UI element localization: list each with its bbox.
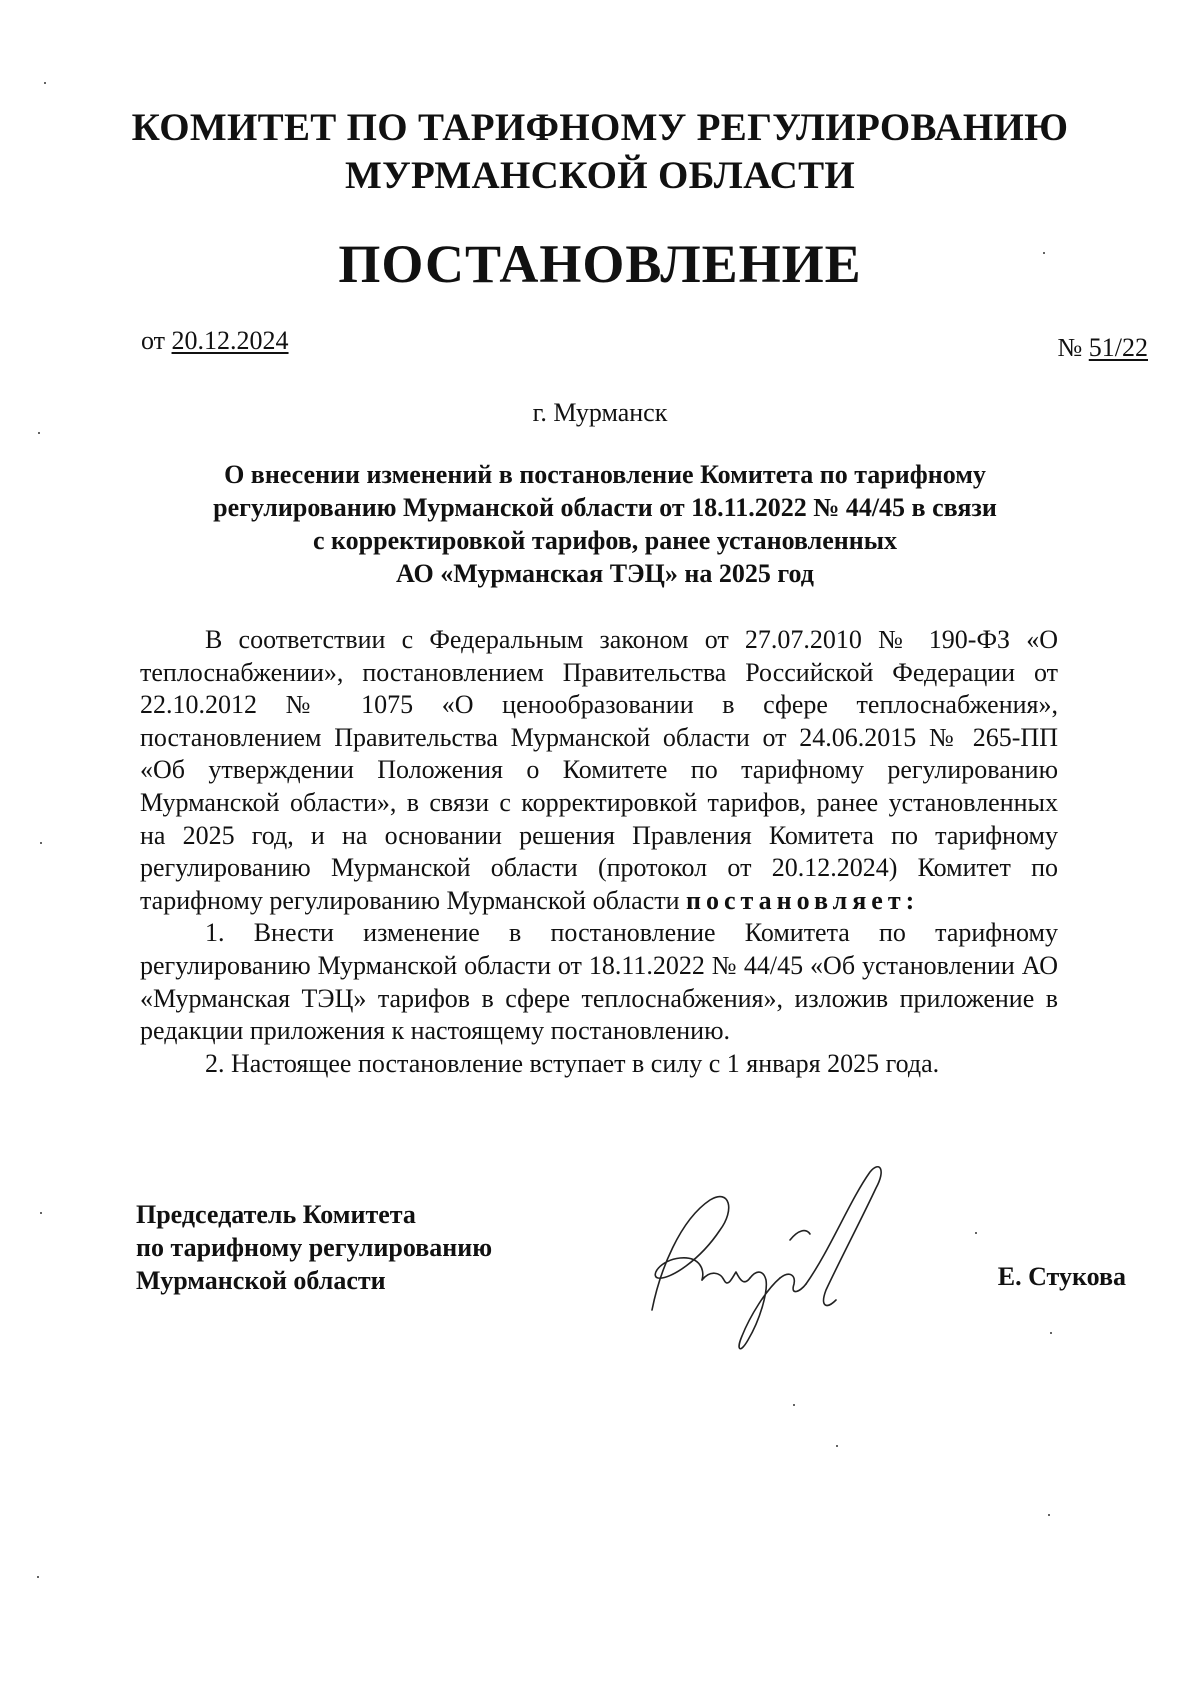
- scan-speck: [1043, 252, 1045, 254]
- signatory-line: Мурманской области: [136, 1266, 386, 1295]
- scan-speck: [40, 842, 42, 844]
- scan-speck: [836, 1445, 838, 1447]
- document-date-line: [141, 326, 289, 356]
- scan-speck: [37, 1576, 39, 1578]
- subject-line: О внесении изменений в постановление Комитета по тарифному: [224, 460, 986, 489]
- issuer-header: [0, 104, 1200, 200]
- scan-speck: [1050, 1332, 1052, 1334]
- number-prefix: №: [1057, 333, 1083, 362]
- resolution-item: 1. Внести изменение в постановление Комитета по тарифному регулированию Мурманской области от 18.11.2022 № 44/45 «Об установлении АО «Мурманская ТЭЦ» тарифов в сфере теплоснабжения», изложив приложение в редакции приложения к настоящему постановлению.: [140, 918, 1058, 1046]
- preamble-text: В соответствии с Федеральным законом от 27.07.2010 № 190-ФЗ «О теплоснабжении», постановлением Правительства Российской Федерации от 22.10.2012 № 1075 «О ценообразовании в сфере теплоснабжения», постановлением Правительства Мурманской области от 24.06.2015 № 265-ПП «Об утверждении Положения о Комитете по тарифному регулированию Мурманской области», в связи с корректировкой тарифов, ранее установленных на 2025 год, и на основании решения Правления Комитета по тарифному регулированию Мурманской области (протокол от 20.12.2024) Комитет по тарифному регулированию Мурманской области: [140, 625, 1058, 915]
- scan-speck: [793, 1404, 795, 1406]
- signer-name: Е. Стукова: [997, 1262, 1126, 1291]
- issuer-line-2: МУРМАНСКОЙ ОБЛАСТИ: [344, 154, 856, 197]
- subject-line: регулированию Мурманской области от 18.11.2022 № 44/45 в связи: [213, 493, 997, 522]
- signatory-line: Председатель Комитета: [136, 1200, 416, 1229]
- document-number-line: [1057, 333, 1148, 363]
- city-name: г. Мурманск: [532, 398, 668, 427]
- scan-speck: [1048, 1514, 1050, 1516]
- scan-speck: [38, 432, 40, 434]
- resolve-word: постановляет:: [686, 885, 920, 915]
- subject-line: с корректировкой тарифов, ранее установленных: [312, 526, 898, 555]
- signatory-line: по тарифному регулированию: [136, 1233, 493, 1262]
- document-body: [140, 624, 1058, 1080]
- document-number: 51/22: [1088, 333, 1148, 362]
- signatory-position: [136, 1198, 492, 1297]
- issuer-line-1: КОМИТЕТ ПО ТАРИФНОМУ РЕГУЛИРОВАНИЮ: [131, 106, 1069, 149]
- date-prefix: от: [141, 326, 166, 355]
- resolution-item: 2. Настоящее постановление вступает в силу с 1 января 2025 года.: [205, 1048, 940, 1078]
- subject-line: АО «Мурманская ТЭЦ» на 2025 год: [396, 559, 814, 588]
- preamble-paragraph: [140, 624, 1058, 917]
- document-type-title: ПОСТАНОВЛЕНИЕ: [338, 234, 862, 294]
- handwritten-signature: [640, 1160, 910, 1360]
- document-subject: [150, 458, 1060, 590]
- document-date: 20.12.2024: [171, 326, 289, 355]
- scan-speck: [44, 82, 46, 84]
- scan-speck: [40, 1212, 42, 1214]
- scan-speck: [975, 1232, 977, 1234]
